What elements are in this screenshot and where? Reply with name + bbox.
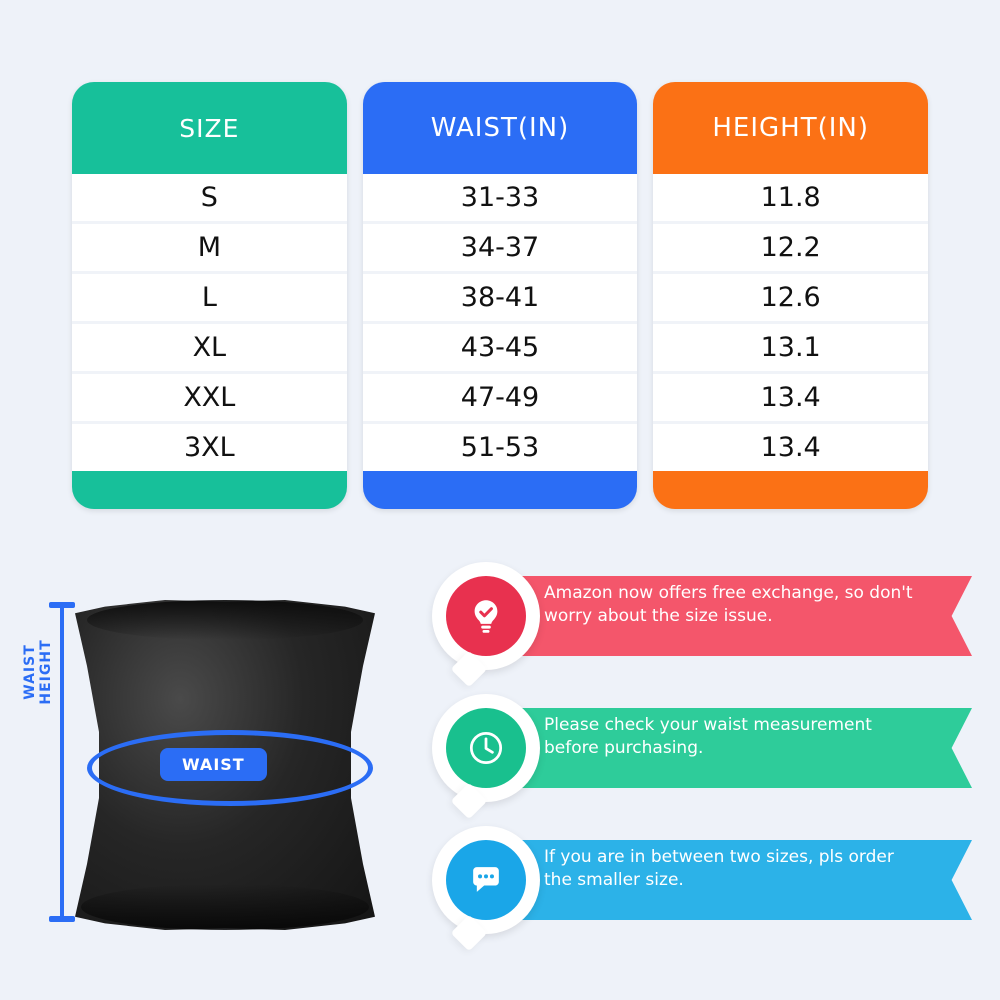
belt-top-shadow	[87, 600, 363, 640]
waist-trainer-image	[75, 600, 375, 930]
tip-icon-bubble	[432, 562, 540, 670]
waist-label: WAIST	[160, 748, 267, 781]
chat-bubble-icon	[446, 840, 526, 920]
tip-text: Amazon now offers free exchange, so don't worry about the size issue.	[544, 583, 913, 627]
column-header-size: SIZE	[179, 113, 240, 143]
tip-icon-bubble	[432, 826, 540, 934]
tip-icon-bubble	[432, 694, 540, 802]
tip-text: If you are in between two sizes, pls order the smaller size.	[544, 847, 894, 891]
column-body-size	[72, 174, 347, 509]
table-cell: L	[72, 274, 347, 324]
product-illustration	[20, 560, 430, 980]
waist-height-label: WAIST HEIGHT	[22, 639, 54, 705]
table-cell: 12.2	[653, 224, 928, 274]
tip-item	[432, 562, 992, 670]
table-column-height	[653, 82, 928, 509]
tip-text: Please check your waist measurement before purchasing.	[544, 715, 872, 759]
measure-line	[60, 606, 64, 918]
lightbulb-check-icon	[446, 576, 526, 656]
table-cell: 13.1	[653, 324, 928, 374]
table-cell: S	[72, 174, 347, 224]
table-cell: 3XL	[72, 424, 347, 471]
tips-section	[432, 556, 992, 976]
table-column-waist	[363, 82, 638, 509]
clock-icon	[446, 708, 526, 788]
tip-item	[432, 694, 992, 802]
table-cell: 43-45	[363, 324, 638, 374]
table-cell: 13.4	[653, 424, 928, 471]
column-body-waist	[363, 174, 638, 509]
table-cell: M	[72, 224, 347, 274]
table-cell: 34-37	[363, 224, 638, 274]
table-cell: XL	[72, 324, 347, 374]
table-cell: 11.8	[653, 174, 928, 224]
column-header-height: HEIGHT(IN)	[712, 113, 869, 143]
table-cell: 38-41	[363, 274, 638, 324]
column-header-waist: WAIST(IN)	[430, 113, 570, 143]
table-cell: XXL	[72, 374, 347, 424]
belt-bottom-shadow	[81, 884, 369, 930]
size-chart-table	[72, 82, 928, 509]
table-cell: 31-33	[363, 174, 638, 224]
table-cell: 12.6	[653, 274, 928, 324]
tip-item	[432, 826, 992, 934]
measure-tick-bottom	[49, 916, 75, 922]
column-body-height	[653, 174, 928, 509]
table-cell: 51-53	[363, 424, 638, 471]
table-cell: 47-49	[363, 374, 638, 424]
table-column-size	[72, 82, 347, 509]
table-cell: 13.4	[653, 374, 928, 424]
